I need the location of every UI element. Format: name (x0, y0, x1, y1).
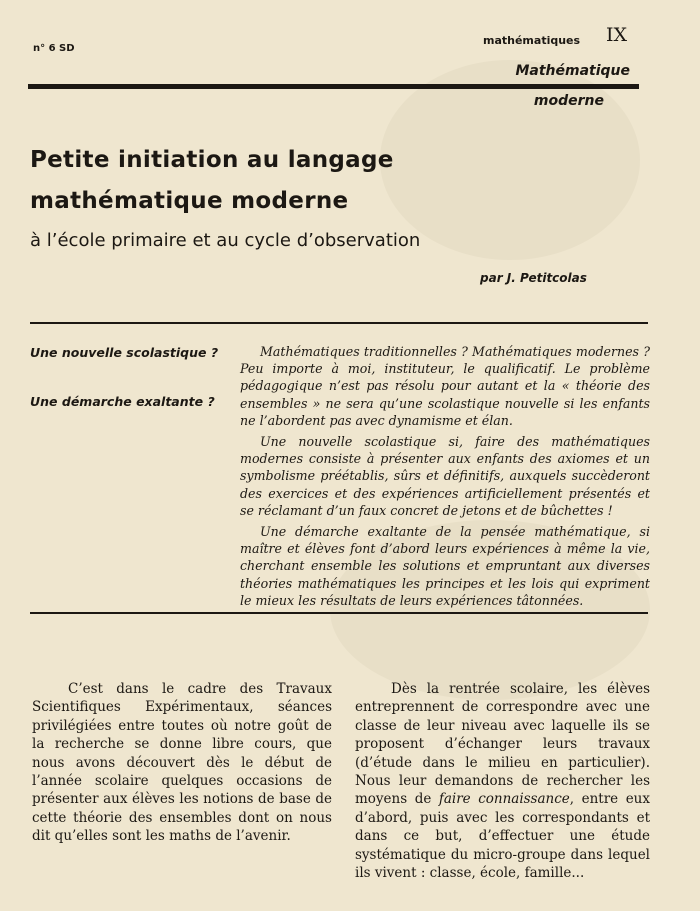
section-rubric-line1: Mathématique (515, 63, 630, 79)
body-paragraph (355, 680, 650, 882)
body-emphasis: faire connaissance (438, 791, 570, 808)
intro-paragraph: Une nouvelle scolastique si, faire des mathématiques modernes consiste à présenter aux enfants des axiomes et un symbolisme préétablis, sûrs et définitifs, auxquels succèderont des exercices et des expériences artificiellement présentés et se réclamant d’un faux concret de jetons et de bûchettes ! (240, 434, 650, 518)
intro-paragraph: Mathématiques traditionnelles ? Mathématiques modernes ? Peu importe à moi, instituteur, le qualificatif. Le problème pédagogique n’est pas résolu pour autant et la « théorie des ensembles » ne sera qu’une scolastique nouvelle si les enfants ne l’abordent pas avec dynamisme et élan. (240, 344, 650, 428)
section-rubric-line2: moderne (533, 93, 604, 109)
intro-bottom-rule (30, 612, 648, 614)
article-title-line2: mathématique moderne (30, 188, 349, 214)
body-text: , entre eux d’abord, puis avec les correspondants et dans ce but, d’effectuer une étude systématique du micro-groupe dans lequel ils vivent : classe, école, famille... (355, 791, 650, 882)
intro-top-rule (30, 322, 648, 324)
intro-text (240, 343, 650, 613)
body-paragraph: C’est dans le cadre des Travaux Scientifiques Expérimentaux, séances privilégiées entre toutes où notre goût de la recherche se donne libre cours, que nous avons découvert dès le début de l’année scolaire quelques occasions de présenter aux élèves les notions de base de cette théorie des ensembles dont on nous dit qu’elles sont les maths de l’avenir. (32, 681, 332, 845)
article-author: par J. Petitcolas (480, 271, 587, 285)
body-column-left (32, 680, 332, 846)
header-rule (28, 84, 639, 89)
page-number: IX (606, 24, 628, 46)
article-subtitle: à l’école primaire et au cycle d’observation (30, 230, 421, 251)
body-column-right (355, 680, 650, 882)
sidebar-heading-scolastique: Une nouvelle scolastique ? (30, 345, 219, 360)
article-title-line1: Petite initiation au langage (30, 147, 394, 173)
running-title: mathématiques (483, 34, 581, 47)
intro-paragraph: Une démarche exaltante de la pensée mathématique, si maître et élèves font d’abord leurs expériences à même la vie, cherchant ensemble les solutions et empruntant aux diverses théories mathématiques les principes et les lois qui expriment le mieux les résultats de leurs expériences tâtonnées. (240, 524, 650, 608)
sidebar-heading-demarche: Une démarche exaltante ? (30, 394, 215, 409)
issue-number: n° 6 SD (33, 43, 75, 54)
body-text: Dès la rentrée scolaire, les élèves entreprennent de correspondre avec une classe de leur niveau avec laquelle ils se proposent d’échanger leurs travaux (d’étude dans le milieu en particulier). Nous leur demandons de rechercher les moyens de (355, 681, 650, 808)
